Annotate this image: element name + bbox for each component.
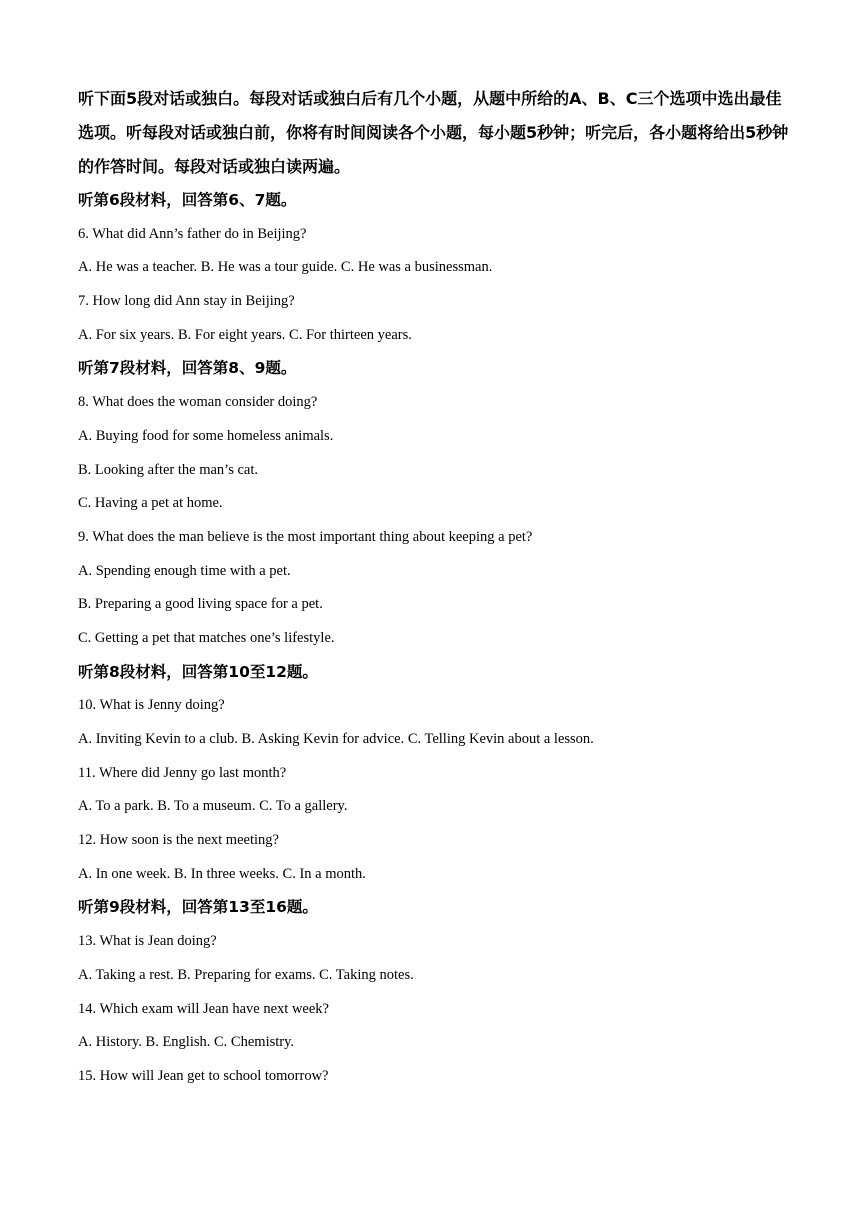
section-heading-6: 听第6段材料，回答第6、7题。 bbox=[78, 191, 297, 209]
instructions-paragraph: 听下面5段对话或独白。每段对话或独白后有几个小题，从题中所给的A、B、C三个选项中选出最佳选项。听每段对话或独白前，你将有时间阅读各个小题，每小题5秒钟；听完后，各小题将给出5秒钟的作答时间。每段对话或独白读两遍。 bbox=[78, 89, 789, 176]
options-13: A. Taking a rest. B. Preparing for exams. C. Taking notes. bbox=[78, 966, 414, 983]
question-11: 11. Where did Jenny go last month? bbox=[78, 764, 287, 781]
options-14: A. History. B. English. C. Chemistry. bbox=[78, 1034, 295, 1051]
options-7: A. For six years. B. For eight years. C. For thirteen years. bbox=[78, 326, 412, 343]
option-8c: C. Having a pet at home. bbox=[78, 495, 223, 512]
options-6: A. He was a teacher. B. He was a tour guide. C. He was a businessman. bbox=[78, 259, 493, 276]
question-12: 12. How soon is the next meeting? bbox=[78, 832, 279, 849]
question-14: 14. Which exam will Jean have next week? bbox=[78, 1000, 329, 1017]
option-9c: C. Getting a pet that matches one’s lifestyle. bbox=[78, 629, 335, 646]
section-heading-8: 听第8段材料，回答第10至12题。 bbox=[78, 662, 318, 681]
options-11: A. To a park. B. To a museum. C. To a gallery. bbox=[78, 798, 348, 815]
question-13: 13. What is Jean doing? bbox=[78, 933, 217, 950]
question-6: 6. What did Ann’s father do in Beijing? bbox=[78, 225, 307, 242]
option-9a: A. Spending enough time with a pet. bbox=[78, 562, 291, 579]
section-heading-9: 听第9段材料，回答第13至16题。 bbox=[78, 898, 318, 917]
question-15: 15. How will Jean get to school tomorrow? bbox=[78, 1067, 329, 1084]
option-8b: B. Looking after the man’s cat. bbox=[78, 461, 258, 478]
question-9: 9. What does the man believe is the most important thing about keeping a pet? bbox=[78, 528, 533, 545]
section-heading-7: 听第7段材料，回答第8、9题。 bbox=[78, 359, 297, 378]
question-7: 7. How long did Ann stay in Beijing? bbox=[78, 293, 295, 310]
option-9b: B. Preparing a good living space for a pet. bbox=[78, 596, 323, 613]
options-10: A. Inviting Kevin to a club. B. Asking Kevin for advice. C. Telling Kevin about a lesson. bbox=[78, 731, 594, 747]
options-12: A. In one week. B. In three weeks. C. In a month. bbox=[78, 865, 366, 882]
question-8: 8. What does the woman consider doing? bbox=[78, 394, 318, 411]
document-page bbox=[78, 82, 790, 1094]
question-10: 10. What is Jenny doing? bbox=[78, 697, 225, 714]
option-8a: A. Buying food for some homeless animals. bbox=[78, 427, 334, 444]
